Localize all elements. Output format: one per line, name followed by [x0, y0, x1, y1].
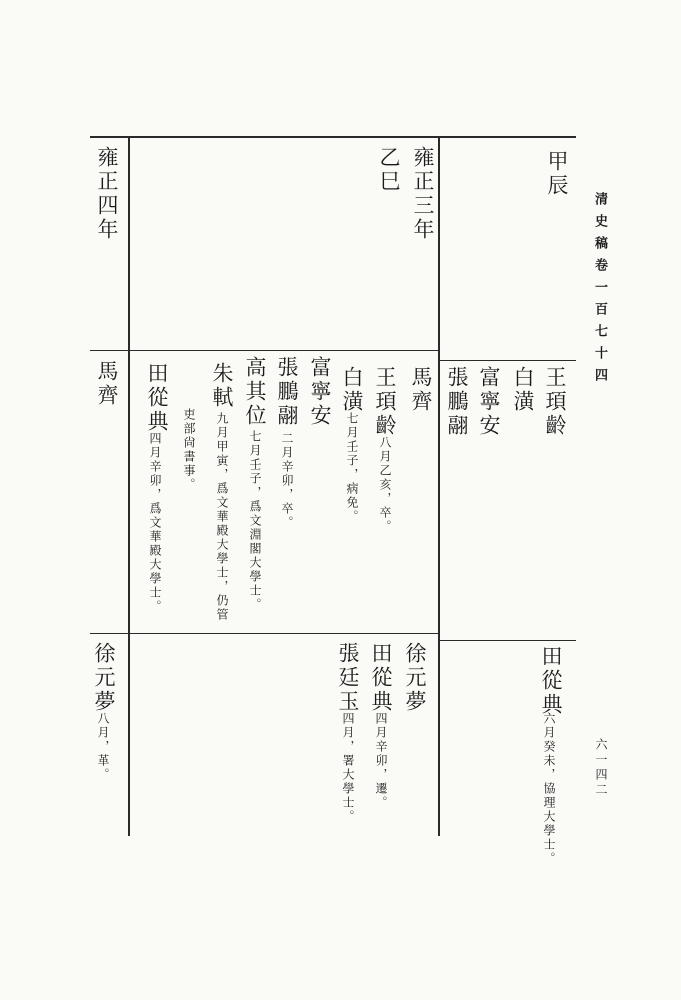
holder-note-wang-xuling-y3: 八月乙亥，卒。	[378, 436, 392, 534]
assistant-xu-yuanmeng-y3: 徐元夢	[403, 642, 427, 714]
holder-ma-qi-y3: 馬齊	[409, 366, 433, 414]
book-title: 清史稿卷一百七十四	[592, 192, 607, 390]
row-rule-upper-b	[438, 360, 576, 361]
holder-wang-xuling-jiachen: 王頊齡	[543, 366, 567, 438]
holder-gao-qiwei-y3: 高其位	[243, 356, 267, 428]
holder-note-gao-qiwei-y3: 七月壬子，爲文淵閣大學士。	[248, 430, 262, 612]
holder-wang-xuling-y3: 王頊齡	[373, 366, 397, 438]
holder-fu-ningan-jiachen: 富寧安	[477, 366, 501, 438]
holder-zhang-penghe-jiachen: 張鵬翮	[445, 366, 469, 438]
holder-fu-ningan-y3: 富寧安	[308, 356, 332, 428]
row-rule-lower-a	[90, 633, 438, 634]
holder-note-zhu-shi-y3: 九月甲寅，爲文華殿大學士，仍管	[215, 412, 229, 622]
holder-zhu-shi-y3: 朱軾	[210, 362, 234, 410]
assistant-note-tian-congdian-y3: 四月辛卯，遷。	[374, 712, 388, 810]
year-yongzheng-3: 雍正三年	[411, 146, 435, 242]
holder-note-tian-congdian-y3: 四月辛卯，爲文華殿大學士。	[148, 432, 162, 614]
appointee-tian-congdian-jiachen: 田從典	[539, 645, 563, 717]
row-rule-lower-b	[438, 640, 576, 641]
assistant-xu-yuanmeng-y4: 徐元夢	[92, 642, 116, 714]
table-divider-left	[128, 136, 130, 836]
holder-zhang-penghe-y3: 張鵬翮	[275, 356, 299, 428]
appointee-note-jiachen: 六月癸未，協理大學士。	[542, 712, 556, 866]
holder-tian-congdian-y3: 田從典	[145, 362, 169, 434]
year-yongzheng-4: 雍正四年	[95, 146, 119, 242]
holder-bai-huang-y3: 白潢	[340, 366, 364, 414]
table-divider-mid	[438, 136, 440, 836]
ganzhi-yisi: 乙巳	[377, 146, 401, 194]
assistant-note-zhang-tingyu-y3: 四月，署大學士。	[341, 712, 355, 824]
holder-note-zhang-penghe-y3: 二月辛卯，卒。	[280, 432, 294, 530]
holder-bai-huang-jiachen: 白潢	[511, 366, 535, 414]
holder-note-zhu-shi-y3-cont: 吏部尙書事。	[182, 408, 196, 492]
assistant-note-xu-yuanmeng-y4: 八月，革。	[96, 712, 110, 782]
year-jiachen: 甲辰	[545, 150, 569, 198]
row-rule-upper-a	[90, 350, 438, 351]
assistant-tian-congdian-y3: 田從典	[369, 642, 393, 714]
page-number: 六一四二	[594, 738, 608, 798]
table-top-rule	[90, 136, 576, 138]
holder-ma-qi-y4: 馬齊	[95, 360, 119, 408]
assistant-zhang-tingyu-y3: 張廷玉	[336, 642, 360, 714]
holder-note-bai-huang-y3: 七月壬子，病免。	[345, 412, 359, 524]
